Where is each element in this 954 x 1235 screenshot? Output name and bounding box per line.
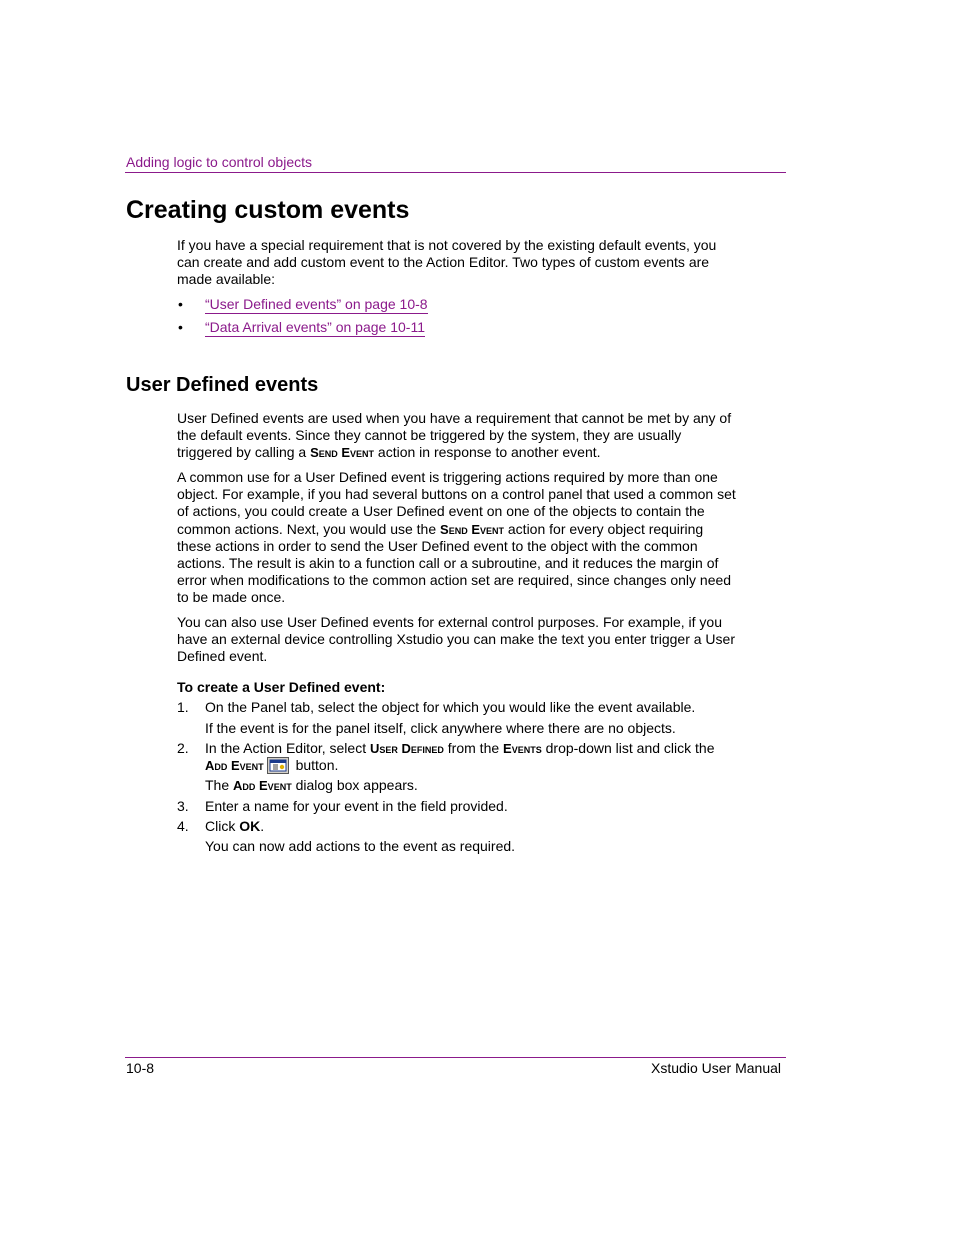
step-2-text-b: from the — [443, 740, 504, 756]
step-2-note — [205, 777, 418, 794]
bullet: • — [178, 296, 183, 312]
paragraph-2-text-end: action for every object requiring these actions in order to send the User Defined event to the object with the common actions. The result is akin to a function call or a subroutine, and it reduces the margin of error when modifications to the common action set are required, since changes only need to be made once. — [177, 520, 732, 606]
step-3-text: Enter a name for your event in the field provided. — [205, 798, 508, 814]
step-2-text-a: In the Action Editor, select — [205, 740, 370, 756]
step-4-text-b: . — [260, 818, 265, 834]
link-user-defined-events[interactable]: “User Defined events” on page 10-8 — [205, 296, 428, 312]
step-1-text: On the Panel tab, select the object for which you would like the event available. — [205, 699, 696, 715]
bullet: • — [178, 319, 183, 335]
section-title: User Defined events — [126, 374, 319, 396]
step-2-note-b: dialog box appears. — [291, 777, 418, 793]
paragraph-1 — [177, 410, 737, 462]
step-2-text-cont — [205, 757, 338, 774]
send-event-term: Send Event — [310, 445, 375, 461]
paragraph-2 — [177, 469, 737, 607]
step-4-text-a: Click — [205, 818, 240, 834]
paragraph-1-text: User Defined events are used when you have a requirement that cannot be met by any of the default events. Since they cannot be triggered by the system, they are usually triggered by calling a — [177, 410, 732, 461]
step-4-text — [205, 818, 264, 835]
add-event-term: Add Event — [205, 758, 264, 773]
running-header: Adding logic to control objects — [126, 154, 312, 170]
step-number: 2. — [177, 740, 189, 756]
header-rule — [125, 172, 786, 173]
ok-term: OK — [239, 818, 261, 834]
step-2-text-d: button. — [291, 757, 339, 773]
paragraph-3: You can also use User Defined events for external control purposes. For example, if you have an external device controlling Xstudio you can make the text you enter trigger a User Defined event. — [177, 614, 735, 665]
add-event-icon — [267, 757, 289, 774]
user-defined-term: User Defined — [370, 741, 444, 756]
footer-rule — [125, 1057, 786, 1058]
intro-paragraph: If you have a special requirement that is not covered by the existing default events, you can create and add custom event to the Action Editor. Two types of custom events are made available: — [177, 237, 717, 288]
procedure-heading: To create a User Defined event: — [177, 679, 386, 695]
manual-title: Xstudio User Manual — [651, 1060, 781, 1076]
page-number: 10-8 — [126, 1060, 155, 1076]
step-2-note-a: The — [205, 777, 234, 793]
link-data-arrival-events[interactable]: “Data Arrival events” on page 10-11 — [205, 319, 425, 335]
send-event-term: Send Event — [440, 521, 504, 537]
add-event-term: Add Event — [233, 778, 292, 793]
step-4-note: You can now add actions to the event as required. — [205, 838, 516, 854]
step-2-text-c: drop-down list and click the — [541, 740, 715, 756]
step-1-note: If the event is for the panel itself, click anywhere where there are no objects. — [205, 720, 676, 736]
events-term: Events — [503, 741, 542, 756]
step-number: 1. — [177, 699, 189, 715]
step-2-text — [205, 740, 715, 757]
paragraph-1-text-end: action in response to another event. — [374, 444, 601, 461]
page-title: Creating custom events — [126, 196, 410, 224]
step-number: 4. — [177, 818, 189, 834]
paragraph-2-text: A common use for a User Defined event is triggering actions required by more than one object. For example, if you had several buttons on a control panel that used a common set of actions, you could create a User Defined event on one of the objects to contain the common actions. Next, you would use the — [177, 469, 736, 537]
step-number: 3. — [177, 798, 189, 814]
